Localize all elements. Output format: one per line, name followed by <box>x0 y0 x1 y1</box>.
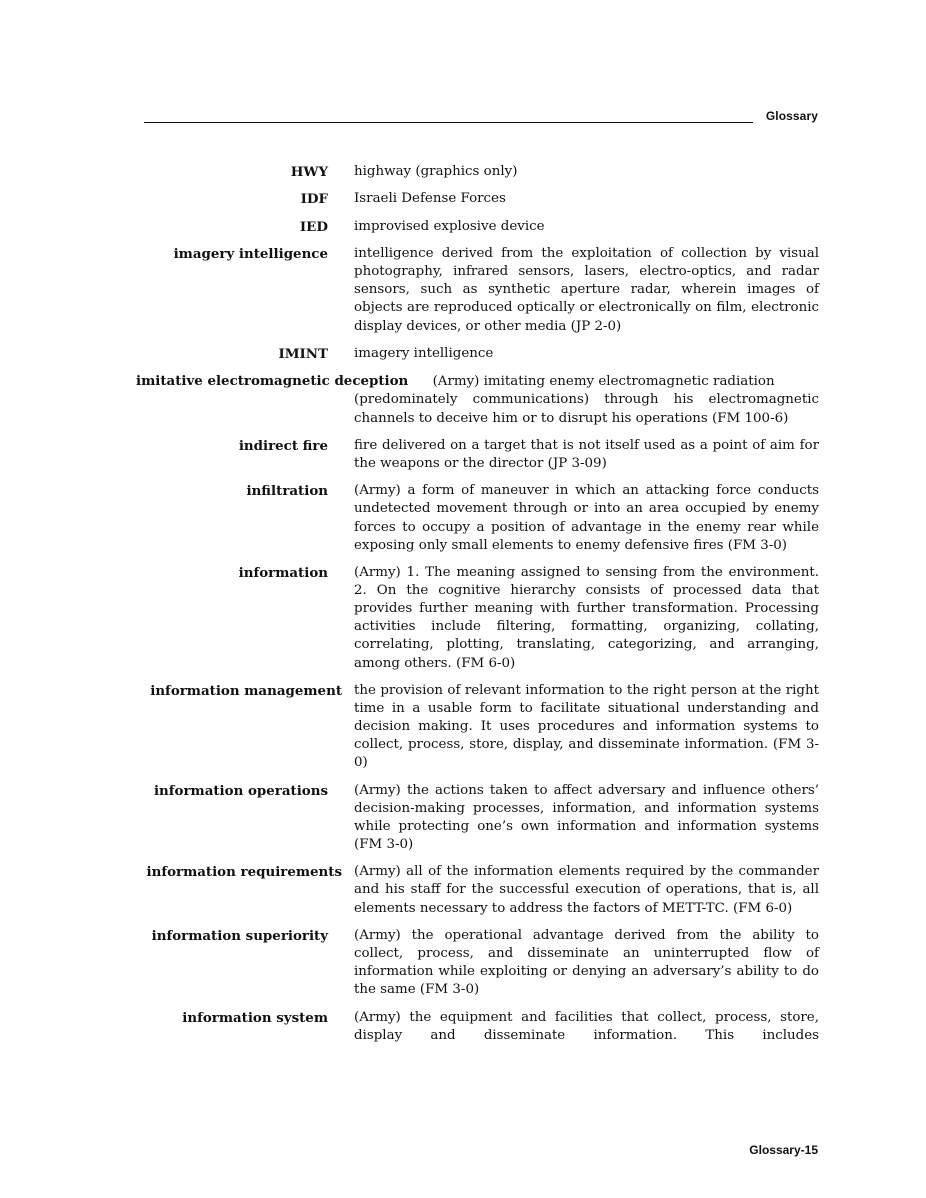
glossary-term: imitative electromagnetic deception <box>136 373 409 390</box>
glossary-entry <box>136 1009 819 1045</box>
glossary-definition-continued: (predominately communications) through his electromagnetic channels to deceive him or to disrupt his operations (FM 100-6) <box>354 392 819 426</box>
glossary-term: infiltration <box>246 483 328 500</box>
glossary-entry <box>136 218 819 236</box>
glossary-definition: the provision of relevant information to the right person at the right time in a usable form to facilitate situational understanding and decision making. It uses procedures and information systems to collect, process, store, display, and disseminate information. (FM 3-0) <box>354 682 819 771</box>
glossary-definition: highway (graphics only) <box>354 164 518 179</box>
glossary-list <box>136 163 819 1054</box>
glossary-definition: imagery intelligence <box>354 345 494 361</box>
glossary-term: HWY <box>290 164 328 180</box>
glossary-definition: (Army) the actions taken to affect adversary and influence others’ decision-making processes, information, and information systems while protecting one’s own information and information systems (FM 3-0) <box>354 782 819 852</box>
glossary-definition: fire delivered on a target that is not itself used as a point of aim for the weapons or the director (JP 3-09) <box>354 437 819 471</box>
glossary-definition: (Army) the operational advantage derived from the ability to collect, process, and disseminate an uninterrupted flow of information while exploiting or denying an adversary’s ability to do the same (FM 3-0) <box>354 927 819 998</box>
glossary-term: IED <box>299 218 328 235</box>
glossary-definition: improvised explosive device <box>354 218 545 234</box>
glossary-definition: (Army) all of the information elements required by the commander and his staff for the successful execution of operations, that is, all elements necessary to address the factors of METT-TC. (FM 6-0) <box>354 864 819 916</box>
glossary-term: IMINT <box>278 345 328 362</box>
glossary-entry <box>136 782 819 854</box>
running-header-title: Glossary <box>765 109 818 123</box>
glossary-term: indirect fire <box>238 437 328 454</box>
glossary-term: information operations <box>153 782 328 799</box>
glossary-entry <box>136 927 819 999</box>
glossary-entry <box>136 163 819 181</box>
glossary-entry <box>136 437 819 473</box>
glossary-entry <box>136 245 819 335</box>
glossary-definition: (Army) 1. The meaning assigned to sensing from the environment. 2. On the cognitive hierarchy consists of processed data that provides further meaning with further transformation. Processing activities include filtering, formatting, organizing, collating, correlating, plotting, translating, categorizing, and arranging, among others. (FM 6-0) <box>354 565 819 671</box>
glossary-term: imagery intelligence <box>173 246 328 263</box>
glossary-entry <box>136 564 819 673</box>
glossary-definition: (Army) the equipment and facilities that collect, process, store, display and disseminate information. This includes <box>354 1009 819 1043</box>
glossary-definition: intelligence derived from the exploitation of collection by visual photography, infrared sensors, lasers, electro-optics, and radar sensors, such as synthetic aperture radar, wherein images of objects are reproduced optically or electronically on film, electronic display devices, or other media (JP 2-0) <box>354 246 819 334</box>
glossary-entry <box>136 345 819 363</box>
glossary-entry <box>136 863 819 917</box>
glossary-term: information <box>238 565 328 582</box>
glossary-definition-first-line: (Army) imitating enemy electromagnetic radiation <box>432 374 775 390</box>
glossary-entry <box>136 682 819 772</box>
glossary-entry <box>136 190 819 208</box>
glossary-term: IDF <box>300 191 328 208</box>
page-number: Glossary-15 <box>749 1143 818 1157</box>
glossary-entry <box>136 482 819 554</box>
glossary-definition: Israeli Defense Forces <box>354 191 506 207</box>
glossary-term: information management <box>150 682 342 699</box>
glossary-term: information superiority <box>151 927 328 944</box>
header-rule <box>144 122 753 123</box>
glossary-term: information requirements <box>146 864 342 881</box>
glossary-entry <box>136 372 819 427</box>
glossary-definition: (Army) a form of maneuver in which an attacking force conducts undetected movement through or into an area occupied by enemy forces to occupy a position of advantage in the enemy rear while exposing only small elements to enemy defensive fires (FM 3-0) <box>354 483 819 553</box>
glossary-term: information system <box>182 1009 328 1026</box>
